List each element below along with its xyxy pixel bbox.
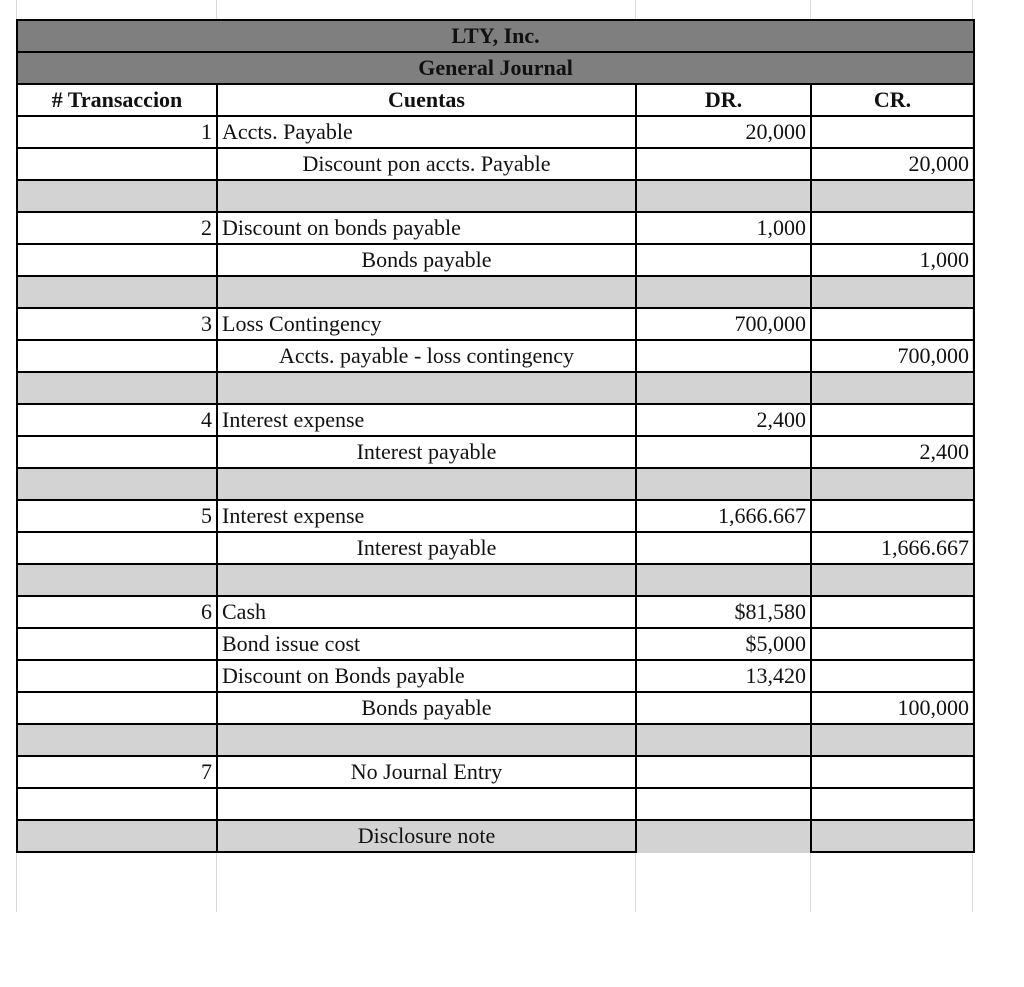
header-row xyxy=(17,84,974,116)
spacer-cell[interactable] xyxy=(636,820,811,852)
transaction-header[interactable]: # Transaccion xyxy=(17,84,217,116)
spacer-cell[interactable] xyxy=(17,372,217,404)
spacer-cell[interactable] xyxy=(636,724,811,756)
spacer-cell[interactable] xyxy=(811,724,974,756)
transaction-number-cell[interactable]: 4 xyxy=(17,404,217,436)
spacer-cell[interactable] xyxy=(17,724,217,756)
debit-cell[interactable]: 1,000 xyxy=(636,212,811,244)
credit-cell[interactable]: 700,000 xyxy=(811,340,974,372)
credit-cell[interactable] xyxy=(811,660,974,692)
company-name[interactable]: LTY, Inc. xyxy=(17,20,974,52)
debit-cell[interactable] xyxy=(636,692,811,724)
journal-line xyxy=(17,308,974,340)
journal-line xyxy=(17,788,974,820)
journal-line xyxy=(17,500,974,532)
transaction-number-cell[interactable] xyxy=(17,660,217,692)
debit-cell[interactable] xyxy=(636,340,811,372)
journal-line xyxy=(17,212,974,244)
journal-line xyxy=(17,116,974,148)
debit-cell[interactable]: $5,000 xyxy=(636,628,811,660)
account-cell[interactable]: Interest expense xyxy=(217,500,636,532)
transaction-number-cell[interactable] xyxy=(17,244,217,276)
spacer-cell[interactable] xyxy=(217,180,636,212)
account-cell[interactable]: Interest payable xyxy=(217,532,636,564)
credit-cell[interactable] xyxy=(811,116,974,148)
journal-line xyxy=(17,628,974,660)
credit-cell[interactable] xyxy=(811,788,974,820)
debit-header[interactable]: DR. xyxy=(636,84,811,116)
journal-line xyxy=(17,660,974,692)
account-cell[interactable] xyxy=(217,788,636,820)
transaction-number-cell[interactable]: 3 xyxy=(17,308,217,340)
transaction-number-cell[interactable]: 5 xyxy=(17,500,217,532)
spacer-row xyxy=(17,276,974,308)
journal-line xyxy=(17,756,974,788)
spacer-row xyxy=(17,820,974,852)
spacer-cell[interactable] xyxy=(17,276,217,308)
spacer-cell[interactable] xyxy=(636,372,811,404)
spacer-cell[interactable] xyxy=(17,468,217,500)
accounts-header[interactable]: Cuentas xyxy=(217,84,636,116)
spacer-row xyxy=(17,724,974,756)
debit-cell[interactable] xyxy=(636,532,811,564)
credit-cell[interactable] xyxy=(811,404,974,436)
account-cell[interactable]: Accts. Payable xyxy=(217,116,636,148)
journal-line xyxy=(17,436,974,468)
account-cell[interactable]: Cash xyxy=(217,596,636,628)
spacer-cell[interactable] xyxy=(17,564,217,596)
spacer-row xyxy=(17,372,974,404)
spacer-row xyxy=(17,564,974,596)
spacer-cell[interactable] xyxy=(217,276,636,308)
spacer-cell[interactable] xyxy=(17,180,217,212)
transaction-number-cell[interactable]: 2 xyxy=(17,212,217,244)
spacer-cell[interactable] xyxy=(217,724,636,756)
credit-cell[interactable]: 2,400 xyxy=(811,436,974,468)
account-cell[interactable]: Bonds payable xyxy=(217,244,636,276)
journal-line xyxy=(17,692,974,724)
debit-cell[interactable]: $81,580 xyxy=(636,596,811,628)
spacer-cell[interactable] xyxy=(811,180,974,212)
account-cell[interactable]: Bonds payable xyxy=(217,692,636,724)
credit-cell[interactable]: 1,666.667 xyxy=(811,532,974,564)
transaction-number-cell[interactable] xyxy=(17,340,217,372)
transaction-number-cell[interactable]: 1 xyxy=(17,116,217,148)
account-cell[interactable]: Bond issue cost xyxy=(217,628,636,660)
spacer-cell[interactable] xyxy=(217,564,636,596)
account-cell[interactable]: No Journal Entry xyxy=(217,756,636,788)
general-journal-table xyxy=(16,19,975,853)
account-cell[interactable]: Discount on Bonds payable xyxy=(217,660,636,692)
spacer-cell[interactable] xyxy=(217,372,636,404)
journal-line xyxy=(17,148,974,180)
spacer-cell[interactable] xyxy=(17,820,217,852)
journal-line xyxy=(17,244,974,276)
spacer-cell[interactable] xyxy=(811,276,974,308)
credit-cell[interactable] xyxy=(811,500,974,532)
transaction-number-cell[interactable] xyxy=(17,148,217,180)
debit-cell[interactable] xyxy=(636,436,811,468)
spacer-cell[interactable] xyxy=(636,564,811,596)
credit-header[interactable]: CR. xyxy=(811,84,974,116)
account-cell[interactable]: Accts. payable - loss contingency xyxy=(217,340,636,372)
debit-cell[interactable]: 1,666.667 xyxy=(636,500,811,532)
account-cell[interactable]: Discount pon accts. Payable xyxy=(217,148,636,180)
account-cell[interactable]: Discount on bonds payable xyxy=(217,212,636,244)
spacer-row xyxy=(17,180,974,212)
spacer-cell[interactable] xyxy=(811,372,974,404)
debit-cell[interactable] xyxy=(636,756,811,788)
spacer-row xyxy=(17,468,974,500)
subtitle-row xyxy=(17,52,974,84)
account-cell[interactable]: Loss Contingency xyxy=(217,308,636,340)
transaction-number-cell[interactable] xyxy=(17,628,217,660)
credit-cell[interactable]: 100,000 xyxy=(811,692,974,724)
credit-cell[interactable] xyxy=(811,756,974,788)
debit-cell[interactable] xyxy=(636,244,811,276)
journal-title[interactable]: General Journal xyxy=(17,52,974,84)
transaction-number-cell[interactable]: 6 xyxy=(17,596,217,628)
debit-cell[interactable]: 700,000 xyxy=(636,308,811,340)
spacer-cell[interactable] xyxy=(636,276,811,308)
account-cell[interactable]: Interest payable xyxy=(217,436,636,468)
transaction-number-cell[interactable] xyxy=(17,788,217,820)
credit-cell[interactable] xyxy=(811,596,974,628)
debit-cell[interactable] xyxy=(636,148,811,180)
transaction-number-cell[interactable] xyxy=(17,436,217,468)
spacer-cell[interactable] xyxy=(811,820,974,852)
spacer-cell[interactable] xyxy=(811,468,974,500)
credit-cell[interactable] xyxy=(811,212,974,244)
debit-cell[interactable] xyxy=(636,788,811,820)
debit-cell[interactable]: 20,000 xyxy=(636,116,811,148)
spacer-cell[interactable] xyxy=(636,180,811,212)
credit-cell[interactable]: 20,000 xyxy=(811,148,974,180)
credit-cell[interactable] xyxy=(811,628,974,660)
title-row xyxy=(17,20,974,52)
journal-line xyxy=(17,404,974,436)
journal-line xyxy=(17,340,974,372)
credit-cell[interactable] xyxy=(811,308,974,340)
journal-line xyxy=(17,596,974,628)
spacer-cell[interactable] xyxy=(811,564,974,596)
transaction-number-cell[interactable] xyxy=(17,532,217,564)
credit-cell[interactable]: 1,000 xyxy=(811,244,974,276)
transaction-number-cell[interactable] xyxy=(17,692,217,724)
spacer-cell[interactable] xyxy=(217,468,636,500)
debit-cell[interactable]: 13,420 xyxy=(636,660,811,692)
debit-cell[interactable]: 2,400 xyxy=(636,404,811,436)
journal-line xyxy=(17,532,974,564)
transaction-number-cell[interactable]: 7 xyxy=(17,756,217,788)
account-cell[interactable]: Interest expense xyxy=(217,404,636,436)
disclosure-note-cell[interactable]: Disclosure note xyxy=(217,820,636,852)
spacer-cell[interactable] xyxy=(636,468,811,500)
